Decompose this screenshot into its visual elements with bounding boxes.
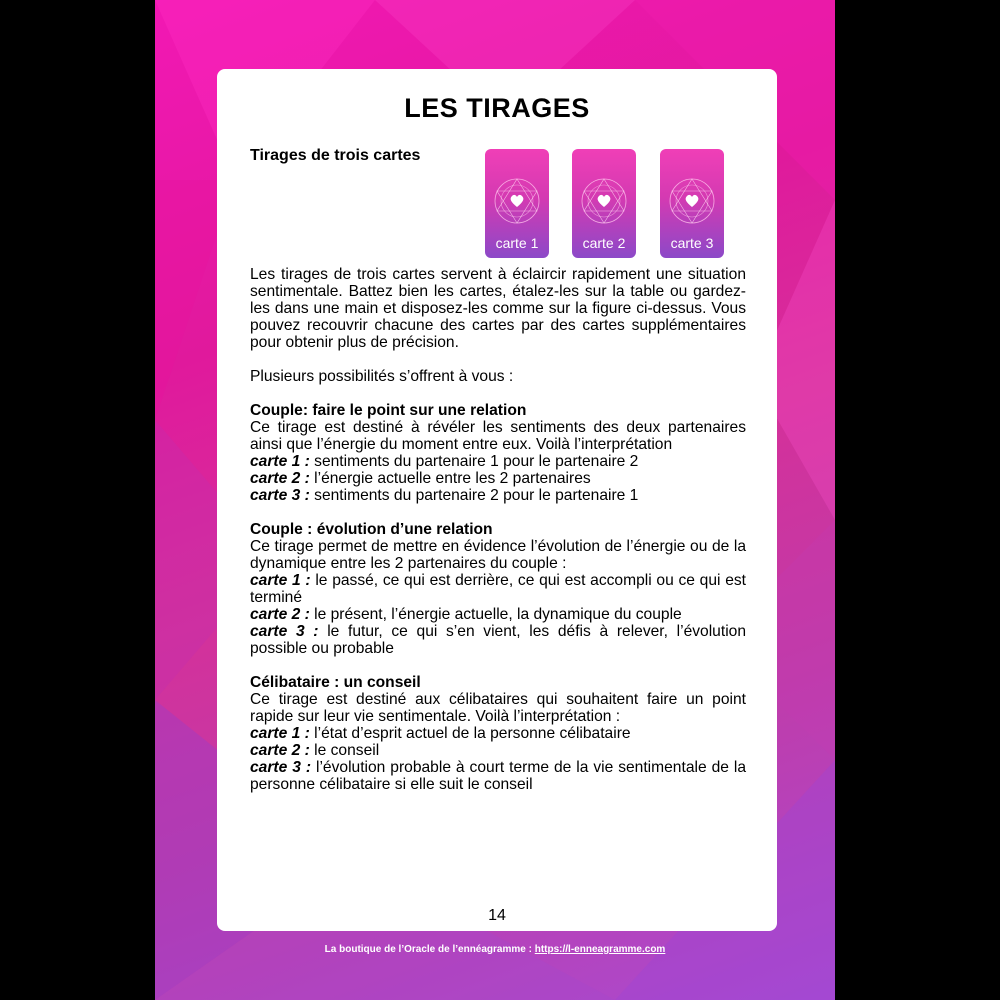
tarot-card-1 — [485, 149, 549, 258]
footer-link[interactable]: https://l-enneagramme.com — [534, 944, 666, 955]
item-key: carte 3 : — [250, 487, 310, 504]
list-item — [250, 725, 746, 742]
list-item — [250, 623, 746, 657]
item-key: carte 3 : — [250, 623, 319, 640]
section-heading: Couple : évolution d’une relation — [250, 521, 493, 538]
card-label: carte 3 — [670, 235, 714, 251]
footer — [155, 944, 835, 955]
item-key: carte 1 : — [250, 725, 310, 742]
section-text: Ce tirage est destiné aux célibataires qui souhaitent faire un point rapide sur leur vie sentimentale. Voilà l’interprétation : — [250, 691, 746, 725]
list-item — [250, 759, 746, 793]
item-value: l’état d’esprit actuel de la personne célibataire — [314, 725, 631, 742]
page-number: 14 — [488, 907, 506, 924]
section-text: Ce tirage est destiné à révéler les sentiments des deux partenaires ainsi que l’énergie du moment entre eux. Voilà l’interprétation — [250, 419, 746, 453]
list-item — [250, 453, 746, 470]
tarot-card-3 — [660, 149, 724, 258]
item-value: sentiments du partenaire 1 pour le partenaire 2 — [314, 453, 639, 470]
page-background — [155, 0, 835, 1000]
item-value: sentiments du partenaire 2 pour le partenaire 1 — [314, 487, 639, 504]
list-item — [250, 606, 746, 623]
list-item — [250, 470, 746, 487]
section-heading: Couple: faire le point sur une relation — [250, 402, 527, 419]
section-subtitle: Tirages de trois cartes — [250, 147, 421, 164]
section-text: Ce tirage permet de mettre en évidence l’évolution de l’énergie ou de la dynamique entre les 2 partenaires du couple : — [250, 538, 746, 572]
item-key: carte 1 : — [250, 572, 311, 589]
item-value: le conseil — [314, 742, 380, 759]
item-key: carte 3 : — [250, 759, 312, 776]
item-value: le passé, ce qui est derrière, ce qui est accompli ou ce qui est terminé — [250, 572, 746, 606]
list-item — [250, 742, 746, 759]
item-key: carte 2 : — [250, 742, 310, 759]
intro-paragraph: Les tirages de trois cartes servent à éclaircir rapidement une situation sentimentale. Battez bien les cartes, étalez-les sur la table ou gardez-les dans une main et disposez-les comme sur la figure ci-dessus. Vous pouvez recouvrir chacune des cartes par des cartes supplémentaires pour obtenir plus de précision. — [250, 266, 746, 351]
section-heading: Célibataire : un conseil — [250, 674, 421, 691]
item-value: le futur, ce qui s’en vient, les défis à relever, l’évolution possible ou probable — [250, 623, 746, 657]
item-key: carte 1 : — [250, 453, 310, 470]
card-label: carte 1 — [495, 235, 539, 251]
list-item — [250, 487, 746, 504]
item-value: l’évolution probable à court terme de la vie sentimentale de la personne célibataire si elle suit le conseil — [250, 759, 746, 793]
item-key: carte 2 : — [250, 470, 310, 487]
list-item — [250, 572, 746, 606]
footer-text: La boutique de l’Oracle de l’ennéagramme : — [324, 944, 532, 955]
content-card — [217, 69, 777, 931]
item-value: l’énergie actuelle entre les 2 partenaires — [314, 470, 591, 487]
item-key: carte 2 : — [250, 606, 310, 623]
item-value: le présent, l’énergie actuelle, la dynamique du couple — [314, 606, 682, 623]
card-label: carte 2 — [582, 235, 626, 251]
body-text — [250, 266, 746, 793]
possibilities-line: Plusieurs possibilités s’offrent à vous : — [250, 368, 514, 385]
page-title: LES TIRAGES — [404, 93, 590, 123]
tarot-card-2 — [572, 149, 636, 258]
